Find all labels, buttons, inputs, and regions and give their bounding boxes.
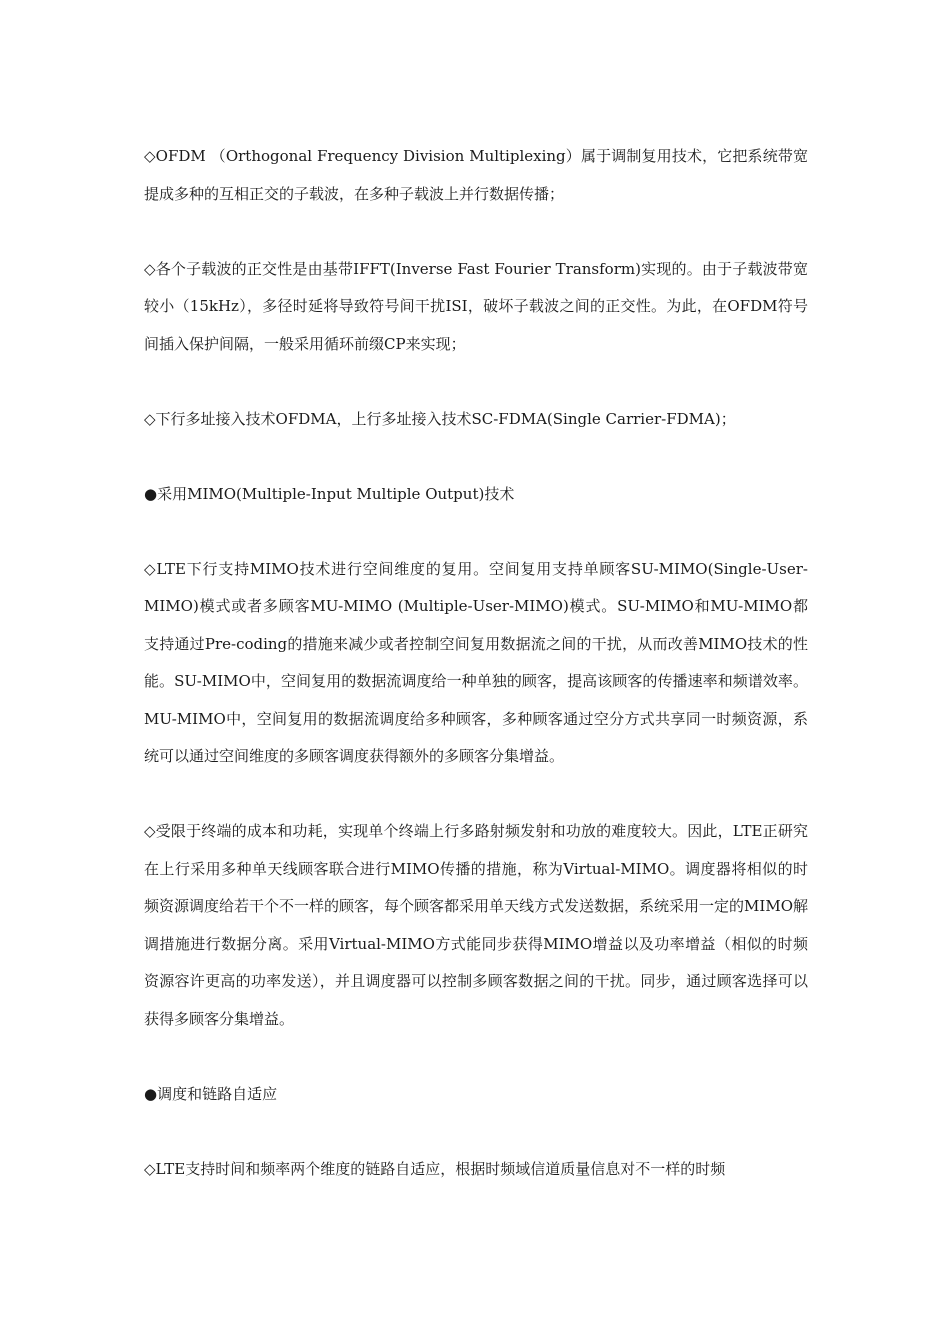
paragraph-subcarrier-orthogonality: ◇各个子载波的正交性是由基带IFFT(Inverse Fast Fourier Transform)实现的。由于子载波带宽较小（15kHz），多径时延将导致符号间干扰ISI，破坏子载波之间的正交性。为此，在OFDM符号间插入保护间隔，一般采用循环前缀CP来实现；	[144, 259, 808, 353]
paragraph-multiple-access: ◇下行多址接入技术OFDMA，上行多址接入技术SC-FDMA(Single Carrier-FDMA)；	[144, 409, 736, 428]
paragraph-ofdm-definition: ◇OFDM （Orthogonal Frequency Division Multiplexing）属于调制复用技术，它把系统带宽提成多种的互相正交的子载波，在多种子载波上并行数据传播；	[144, 147, 808, 203]
paragraph-link-adaptation: ◇LTE支持时间和频率两个维度的链路自适应，根据时频域信道质量信息对不一样的时频	[144, 1159, 726, 1178]
heading-scheduling-link-adaptation: ●调度和链路自适应	[144, 1084, 278, 1103]
paragraph-virtual-mimo: ◇受限于终端的成本和功耗，实现单个终端上行多路射频发射和功放的难度较大。因此，LTE正研究在上行采用多种单天线顾客联合进行MIMO传播的措施，称为Virtual-MIMO。调度器将相似的时频资源调度给若干个不一样的顾客，每个顾客都采用单天线方式发送数据，系统采用一定的MIMO解调措施进行数据分离。采用Virtual-MIMO方式能同步获得MIMO增益以及功率增益（相似的时频资源容许更高的功率发送），并且调度器可以控制多顾客数据之间的干扰。同步，通过顾客选择可以获得多顾客分集增益。	[144, 822, 808, 1028]
paragraph-downlink-mimo: ◇LTE下行支持MIMO技术进行空间维度的复用。空间复用支持单顾客SU-MIMO(Single-User-MIMO)模式或者多顾客MU-MIMO (Multiple-User-MIMO)模式。SU-MIMO和MU-MIMO都支持通过Pre-coding的措施来减少或者控制空间复用数据流之间的干扰，从而改善MIMO技术的性能。SU-MIMO中，空间复用的数据流调度给一种单独的顾客，提高该顾客的传播速率和频谱效率。MU-MIMO中，空间复用的数据流调度给多种顾客，多种顾客通过空分方式共享同一时频资源，系统可以通过空间维度的多顾客调度获得额外的多顾客分集增益。	[144, 559, 808, 765]
heading-mimo: ●采用MIMO(Multiple-Input Multiple Output)技术	[144, 484, 515, 503]
document-body	[144, 138, 808, 1188]
